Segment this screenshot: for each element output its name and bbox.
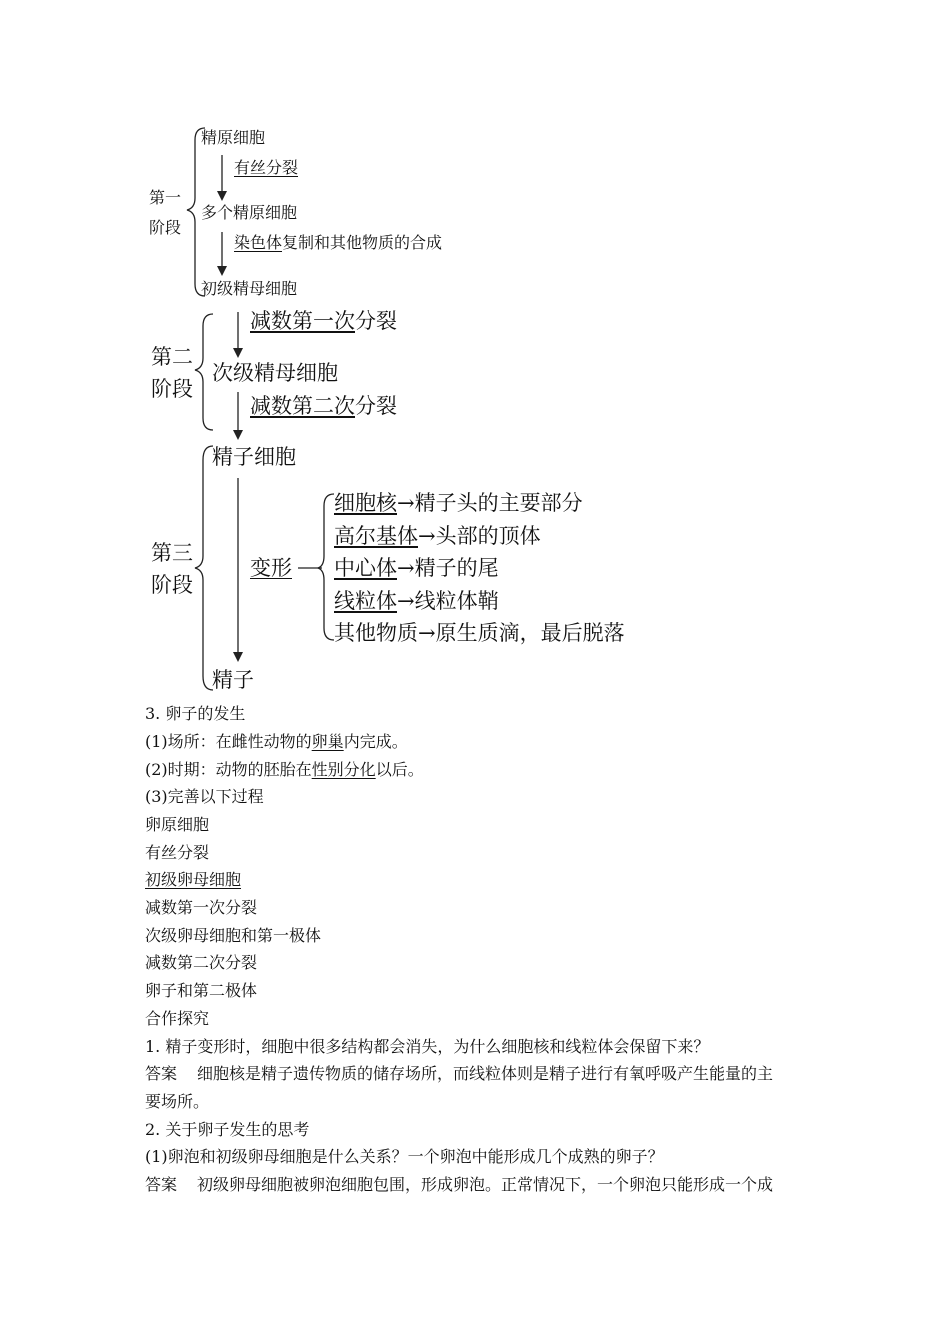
egg-process-title: (3)完善以下过程 bbox=[145, 787, 264, 806]
transform-brace bbox=[318, 494, 334, 640]
stage1-arrow2-rest: 复制和其他物质的合成 bbox=[282, 233, 443, 252]
egg-heading: 3. 卵子的发生 bbox=[145, 704, 246, 723]
stage2-arrow1-underlined: 减数第一次 bbox=[250, 309, 355, 333]
question-2-1: (1)卵泡和初级卵母细胞是什么关系？一个卵泡中能形成几个成熟的卵子？ bbox=[145, 1147, 664, 1166]
stage1-arrow2-label bbox=[234, 235, 442, 251]
stage2-label-2: 阶段 bbox=[151, 377, 193, 401]
egg-process-step-2: 初级卵母细胞 bbox=[145, 870, 242, 889]
answer-1-label: 答案 bbox=[145, 1064, 178, 1083]
stage1-item-2: 初级精母细胞 bbox=[201, 279, 298, 298]
egg-period-answer: 性别分化 bbox=[311, 760, 376, 779]
explore-heading: 合作探究 bbox=[145, 1009, 210, 1028]
branch-part-3: 线粒体 bbox=[334, 589, 397, 613]
answer-2-label: 答案 bbox=[145, 1175, 178, 1194]
stage1-arrow2-underlined: 染色体 bbox=[234, 233, 283, 252]
egg-process-step-0: 卵原细胞 bbox=[145, 815, 210, 834]
stage2-arrowhead2 bbox=[233, 430, 243, 440]
branch-result-0: 精子头的主要部分 bbox=[414, 491, 583, 515]
answer-1-line-1: 细胞核是精子遗传物质的储存场所，而线粒体则是精子进行有氧呼吸产生能量的主 bbox=[197, 1064, 774, 1083]
branch-row bbox=[334, 493, 583, 514]
egg-period bbox=[145, 762, 424, 778]
branch-arrow-0: → bbox=[397, 491, 415, 515]
branch-row bbox=[334, 526, 541, 547]
branch-result-4: 原生质滴，最后脱落 bbox=[435, 621, 625, 645]
egg-period-suffix: 以后。 bbox=[375, 760, 424, 779]
branch-arrow-1: → bbox=[418, 524, 436, 548]
stage2-middle: 次级精母细胞 bbox=[212, 361, 338, 385]
egg-process-step-1: 有丝分裂 bbox=[145, 843, 210, 862]
stage3-brace bbox=[195, 446, 213, 690]
stage3-label-2: 阶段 bbox=[151, 573, 193, 597]
branch-arrow-3: → bbox=[397, 589, 415, 613]
branch-part-4: 其他物质 bbox=[334, 621, 418, 645]
stage2-arrow2-rest: 分裂 bbox=[355, 394, 397, 418]
branch-row bbox=[334, 591, 499, 612]
egg-period-prefix: (2)时期：动物的胚胎在 bbox=[145, 760, 312, 779]
stage3-label-1: 第三 bbox=[151, 541, 193, 565]
branch-part-1: 高尔基体 bbox=[334, 524, 418, 548]
stage3-transform: 变形 bbox=[250, 556, 292, 580]
egg-place-answer: 卵巢 bbox=[311, 732, 344, 751]
branch-part-0: 细胞核 bbox=[334, 491, 397, 515]
stage1-item-0: 精原细胞 bbox=[201, 128, 266, 147]
question-1: 1. 精子变形时，细胞中很多结构都会消失，为什么细胞核和线粒体会保留下来？ bbox=[145, 1037, 710, 1056]
stage1-arrowhead2 bbox=[217, 266, 227, 276]
egg-process-step-6: 卵子和第二极体 bbox=[145, 981, 258, 1000]
branch-arrow-4: → bbox=[418, 621, 436, 645]
stage1-label-2: 阶段 bbox=[149, 218, 182, 237]
stage3-bottom: 精子 bbox=[212, 668, 254, 692]
stage2-arrow2-underlined: 减数第二次 bbox=[250, 394, 355, 418]
stage2-label-1: 第二 bbox=[151, 345, 193, 369]
stage2-arrowhead1 bbox=[233, 348, 243, 358]
egg-process-step-3: 减数第一次分裂 bbox=[145, 898, 258, 917]
egg-process-step-5: 减数第二次分裂 bbox=[145, 953, 258, 972]
egg-process-step-4: 次级卵母细胞和第一极体 bbox=[145, 926, 322, 945]
question-2: 2. 关于卵子发生的思考 bbox=[145, 1120, 310, 1139]
branch-arrow-2: → bbox=[397, 556, 415, 580]
stage3-top: 精子细胞 bbox=[212, 445, 296, 469]
stage2-arrow2-label bbox=[250, 396, 397, 417]
branch-result-3: 线粒体鞘 bbox=[414, 589, 499, 613]
stage2-arrow1-label bbox=[250, 311, 397, 332]
answer-2-line-1: 初级卵母细胞被卵泡细胞包围，形成卵泡。正常情况下，一个卵泡只能形成一个成 bbox=[197, 1175, 774, 1194]
stage1-label-1: 第一 bbox=[149, 188, 182, 207]
stage1-arrow1-label: 有丝分裂 bbox=[234, 158, 299, 177]
stage2-brace bbox=[195, 314, 213, 430]
stage3-arrowhead bbox=[233, 652, 243, 662]
branch-result-1: 头部的顶体 bbox=[435, 524, 541, 548]
branch-row bbox=[334, 558, 499, 579]
stage1-arrowhead1 bbox=[217, 191, 227, 201]
branch-part-2: 中心体 bbox=[334, 556, 397, 580]
branch-row bbox=[334, 623, 625, 644]
stage1-item-1: 多个精原细胞 bbox=[201, 203, 298, 222]
egg-place-suffix: 内完成。 bbox=[343, 732, 408, 751]
answer-1-line-2: 要场所。 bbox=[145, 1092, 210, 1111]
egg-place-prefix: (1)场所：在雌性动物的 bbox=[145, 732, 312, 751]
branch-result-2: 精子的尾 bbox=[414, 556, 499, 580]
egg-place bbox=[145, 734, 408, 750]
stage2-arrow1-rest: 分裂 bbox=[355, 309, 397, 333]
